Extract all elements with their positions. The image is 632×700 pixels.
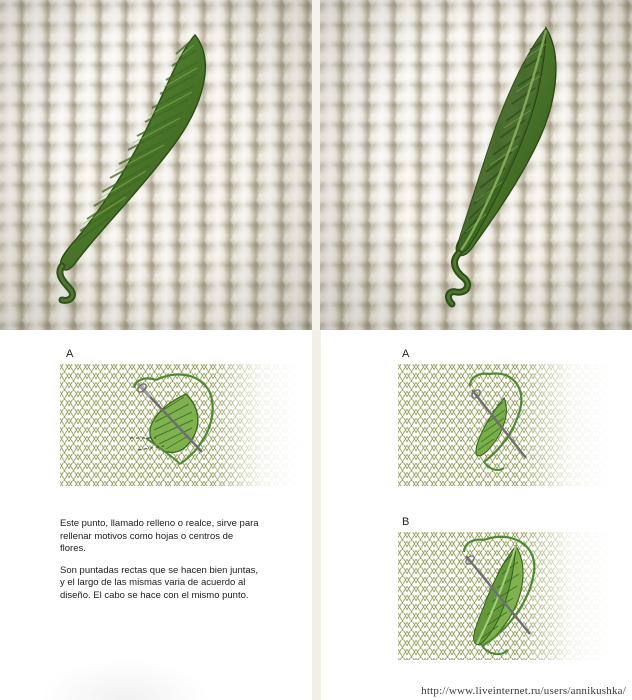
diagram-right-a-illustration [398,354,618,504]
diagram-right-a [398,348,618,488]
column-divider [312,330,321,700]
diagram-area [0,330,632,700]
photo-left [0,0,312,330]
diagram-left-a-illustration [60,354,310,504]
photo-band [0,0,632,330]
faint-background-sketch [40,658,210,700]
diagram-right-b-label: B [402,516,410,528]
diagram-right-b [398,516,618,666]
caption-paragraph-2: Son puntadas rectas que se hacen bien juntas, y el largo de las mismas varia de acuerdo al diseño. El cabo se hace con el mismo punto. [60,564,259,601]
photo-left-vignette [0,0,312,330]
photo-right [320,0,632,330]
diagram-left-a-label: A [66,348,74,360]
diagram-right-a-label: A [402,348,410,360]
diagram-left-a [60,348,310,488]
photo-gutter [312,0,320,330]
watermark-url: http://www.liveinternet.ru/users/annikushka/ [421,685,626,697]
photo-right-vignette [320,0,632,330]
caption-block [60,518,260,611]
diagram-right-b-illustration [398,522,618,682]
caption-paragraph-1: Este punto, llamado relleno o realce, sirve para rellenar motivos como hojas o centros de flores. [60,518,259,554]
